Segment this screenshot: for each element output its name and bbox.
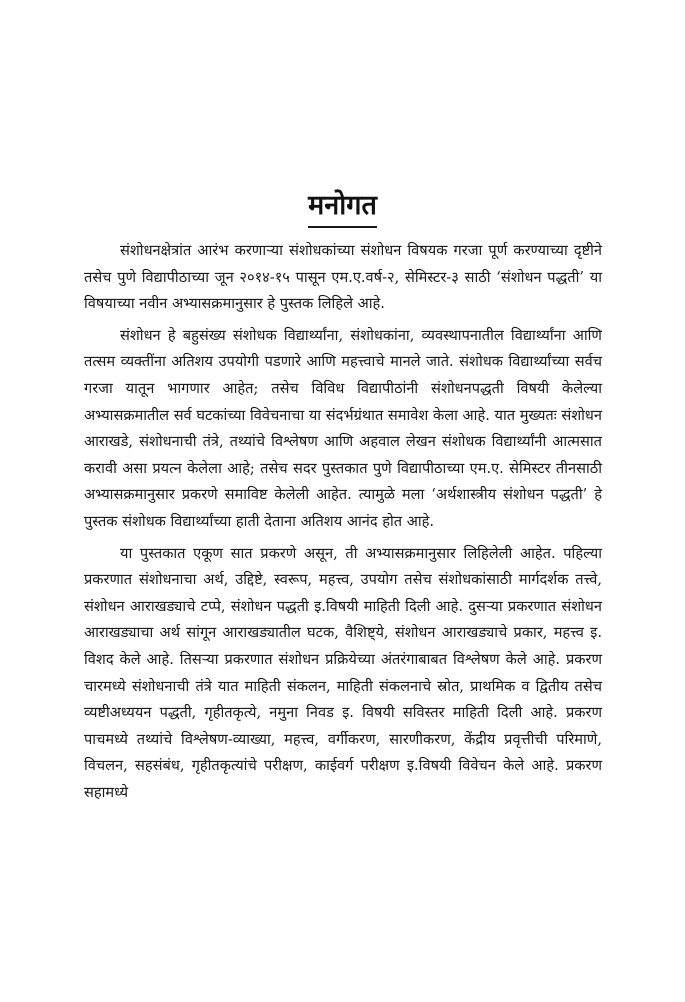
title-container xyxy=(0,170,685,246)
paragraph-1: संशोधनक्षेत्रांत आरंभ करणाऱ्या संशोधकांच्या संशोधन विषयक गरजा पूर्ण करण्याच्या दृष्टीने तसेच पुणे विद्यापीठाच्या जून २०१४-१५ पासून एम.ए.वर्ष-२, सेमिस्टर-३ साठी ‘संशोधन पद्धती’ या विषयाच्या नवीन अभ्यासक्रमानुसार हे पुस्तक लिहिले आहे. xyxy=(84,242,602,313)
page-title: मनोगत xyxy=(308,188,377,228)
paragraph-2: संशोधन हे बहुसंख्य संशोधक विद्यार्थ्यांना, संशोधकांना, व्यवस्थापनातील विद्यार्थ्यांना आणि तत्सम व्यक्तींना अतिशय उपयोगी पडणारे आणि महत्त्वाचे मानले जाते. संशोधक विद्यार्थ्यांच्या सर्वच गरजा यातून भागणार आहेत; तसेच विविध विद्यापीठांनी संशोधनपद्धती विषयी केलेल्या अभ्यासक्रमातील सर्व घटकांच्या विवेचनाचा या संदर्भग्रंथात समावेश केला आहे. यात मुख्यतः संशोधन आराखडे, संशोधनाची तंत्रे, तथ्यांचे विश्लेषण आणि अहवाल लेखन संशोधक विद्यार्थ्यांनी आत्मसात करावी असा प्रयत्न केलेला आहे; तसेच सदर पुस्तकात पुणे विद्यापीठाच्या एम.ए. सेमिस्टर तीनसाठी अभ्यासक्रमानुसार प्रकरणे समाविष्ट केलेली आहेत. त्यामुळे मला ‘अर्थशास्त्रीय संशोधन पद्धती’ हे पुस्तक संशोधक विद्यार्थ्यांच्या हाती देताना अतिशय आनंद होत आहे. xyxy=(84,326,602,530)
paragraph-3: या पुस्तकात एकूण सात प्रकरणे असून, ती अभ्यासक्रमानुसार लिहिलेली आहेत. पहिल्या प्रकरणात संशोधनाचा अर्थ, उद्दिष्टे, स्वरूप, महत्त्व, उपयोग तसेच संशोधकांसाठी मार्गदर्शक तत्त्वे, संशोधन आराखड्याचे टप्पे, संशोधन पद्धती इ.विषयी माहिती दिली आहे. दुसऱ्या प्रकरणात संशोधन आराखड्याचा अर्थ सांगून आराखड्यातील घटक, वैशिष्ट्ये, संशोधन आराखड्याचे प्रकार, महत्त्व इ. विशद केले आहे. तिसऱ्या प्रकरणात संशोधन प्रक्रियेच्या अंतरंगाबाबत विश्लेषण केले आहे. प्रकरण चारमध्ये संशोधनाची तंत्रे यात माहिती संकलन, माहिती संकलनाचे स्रोत, प्राथमिक व द्वितीय तसेच व्यष्टीअध्ययन पद्धती, गृहीतकृत्ये, नमुना निवड इ. विषयी सविस्तर माहिती दिली आहे. प्रकरण पाचमध्ये तथ्यांचे विश्लेषण-व्याख्या, महत्त्व, वर्गीकरण, सारणीकरण, केंद्रीय प्रवृत्तीची परिमाणे, विचलन, सहसंबंध, गृहीतकृत्यांचे परीक्षण, काईवर्ग परीक्षण इ.विषयी विवेचन केले आहे. प्रकरण सहामध्ये xyxy=(84,544,602,801)
preface-body xyxy=(84,238,602,811)
